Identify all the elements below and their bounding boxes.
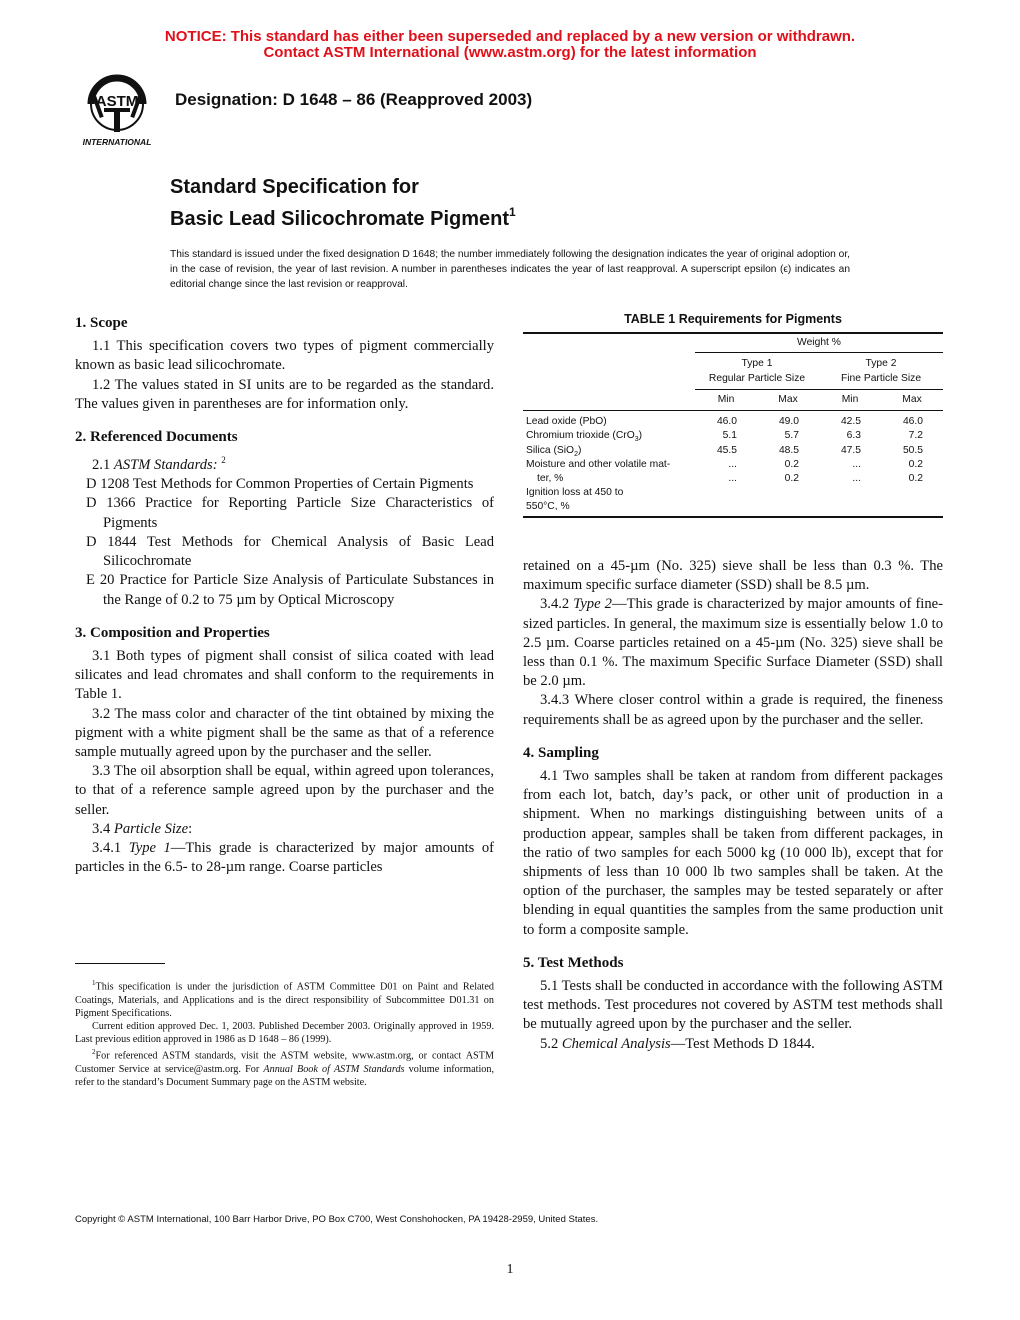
table-cell: 49.0 [778, 416, 799, 427]
para-5-2-text: —Test Methods D 1844. [670, 1035, 815, 1052]
table-cell: 7.2 [908, 430, 923, 441]
table-row-label-text: Chromium trioxide (CrO [526, 430, 635, 441]
table-row-label-cont: 550°C, % [526, 501, 570, 512]
footnote-1-edition: Current edition approved Dec. 1, 2003. Published December 2003. Originally approved in 1959. Last previous edition approved in 1986 as D 1648 – 86 (1999). [75, 1021, 494, 1046]
ref-e20: E 20 Practice for Particle Size Analysis of Particulate Substances in the Range of 0.2 to 75 µm by Optical Microscopy [86, 572, 494, 608]
para-3-4-1 [75, 839, 494, 877]
para-3-3: 3.3 The oil absorption shall be equal, within agreed upon tolerances, to that of a reference sample agreed upon by the purchaser and the seller. [75, 763, 494, 818]
para-5-2 [523, 1035, 943, 1054]
table-type2-subheader: Fine Particle Size [840, 373, 922, 384]
table-cell: 47.5 [840, 445, 861, 456]
table-row-label-end: ) [638, 430, 643, 441]
table-max-header-2: Max [902, 394, 922, 405]
footnote-1-mark: 1 [92, 979, 96, 987]
heading-sampling: 4. Sampling [523, 744, 599, 761]
title-footnote-mark: 1 [509, 205, 516, 219]
table-cell: 46.0 [902, 416, 923, 427]
para-3-4-2-italic: Type 2 [573, 596, 612, 613]
table-row-label: Moisture and other volatile mat- [526, 459, 671, 470]
para-3-2: 3.2 The mass color and character of the tint obtained by mixing the pigment with a white pigment shall be the same as that of a reference sample mutually agreed upon by the purchaser and the seller. [75, 705, 494, 760]
left-column [75, 314, 494, 877]
para-1-2: 1.2 The values stated in SI units are to be regarded as the standard. The values given in parentheses are for information only. [75, 376, 494, 412]
para-4-1: 4.1 Two samples shall be taken at random from different packages from each lot, batch, day’s pack, or other unit of production in a shipment. When no markings distinguishing between units of a production appear, samples shall be taken from different packages, in the ratio of two samples for each 5000 kg (10 000 lb), except that for shipments of less than 10 000 lb two samples shall be taken. At the option of the purchaser, the samples may be tested separately or after blending in equal quantities the samples from the same production unit to form a composite sample. [523, 768, 943, 938]
table-min-header-2: Min [841, 394, 859, 405]
footnote-2-text-a: For referenced ASTM standards, visit the ASTM website, www.astm.org, or contact ASTM Customer Service at service@astm.org. For [75, 1050, 494, 1075]
table-cell: 50.5 [902, 445, 923, 456]
footnote-2 [75, 1046, 494, 1089]
ref-d1208: D 1208 Test Methods for Common Properties of Certain Pigments [86, 476, 474, 493]
title-line-2 [170, 200, 516, 232]
table-top-rule [523, 332, 943, 334]
table-type1-subheader: Regular Particle Size [708, 373, 806, 384]
table-row-label-text: Silica (SiO [526, 445, 575, 456]
para-3-1: 3.1 Both types of pigment shall consist of silica coated with lead silicates and lead chromates and shall conform to the requirements in Table 1. [75, 647, 494, 703]
table-cell: 48.5 [778, 445, 799, 456]
intro-paragraph: This standard is issued under the fixed designation D 1648; the number immediately following the designation indicates the year of original adoption or, in the case of revision, the year of last revision. A number in parentheses indicates the year of last reapproval. A superscript epsilon (ϵ) indicates an editorial change since the last revision or reapproval. [170, 249, 850, 290]
table-row-label-end: ) [577, 445, 582, 456]
footnote-2-italic: Annual Book of ASTM Standards [263, 1064, 405, 1075]
logo-subtext: INTERNATIONAL [82, 137, 152, 147]
para-2-1 [75, 451, 494, 475]
table-cell: ... [852, 459, 861, 470]
table-type1-header: Type 1 [741, 358, 773, 369]
ref-d1844: D 1844 Test Methods for Chemical Analysis of Basic Lead Silicochromate [86, 533, 494, 570]
title-line-1: Standard Specification for [170, 176, 419, 198]
heading-test-methods: 5. Test Methods [523, 954, 624, 971]
heading-composition: 3. Composition and Properties [75, 624, 270, 641]
table-cell: 0.2 [784, 473, 799, 484]
table-cell: 5.1 [722, 430, 737, 441]
footnote-rule [75, 963, 165, 964]
table-max-header-1: Max [778, 394, 798, 405]
table-cell: ... [852, 473, 861, 484]
designation: Designation: D 1648 – 86 (Reapproved 2003) [175, 90, 533, 109]
footnote-2-text-b: volume information, refer to the standard’s Document Summary page on the ASTM website. [75, 1064, 495, 1089]
notice-line-2: Contact ASTM International (www.astm.org) for the latest information [263, 44, 757, 61]
para-3-4-1-text: —This grade is characterized by major amounts of particles in the 6.5- to 28-µm range. Coarse particles [75, 839, 495, 876]
table-header-rule [523, 410, 943, 411]
copyright: Copyright © ASTM International, 100 Barr Harbor Drive, PO Box C700, West Conshohocken, PA 19428-2959, United States. [75, 1214, 599, 1225]
table-bottom-rule [523, 516, 943, 518]
table-row-label: Lead oxide (PbO) [526, 416, 607, 427]
table-row-label-sub: 3 [634, 436, 639, 444]
table-cell: 46.0 [716, 416, 737, 427]
para-3-4-2-text: —This grade is characterized by major amounts of fine-sized particles. In general, the maximum size is essentially below 1.0 to 2.5 µm. Coarse particles retained on a 45-µm (No. 325) sieve shall be less than 0.1 %. The maximum Specific Surface Diameter (SSD) shall be 2.0 µm. [523, 596, 943, 690]
para-3-4-2-num: 3.4.2 [540, 596, 570, 613]
table-row-label-cont: ter, % [537, 473, 564, 484]
footnote-1-text: This specification is under the jurisdiction of ASTM Committee D01 on Paint and Related Coatings, Materials, and Applications and is the direct responsibility of Subcommittee D01.31 on Pigment Specifications. [75, 981, 494, 1019]
heading-scope: 1. Scope [75, 315, 128, 331]
table-cell: 6.3 [846, 430, 861, 441]
table-min-header-1: Min [717, 394, 735, 405]
notice-line-1: NOTICE: This standard has either been superseded and replaced by a new version or withdrawn. [164, 28, 856, 45]
document-title [170, 175, 516, 232]
table-cell: ... [728, 473, 737, 484]
table-row-label [526, 430, 642, 443]
table-row-label [526, 445, 581, 458]
para-3-4-1-num: 3.4.1 [92, 839, 122, 856]
table-cell: ... [728, 459, 737, 470]
heading-referenced-documents: 2. Referenced Documents [75, 429, 238, 446]
para-3-4-num: 3.4 [92, 820, 111, 837]
logo-text: ASTM [95, 93, 139, 110]
table-cell: 42.5 [840, 416, 861, 427]
table-row-label-sub: 2 [574, 451, 578, 459]
table-type2-header: Type 2 [865, 358, 897, 369]
footnote-1 [75, 977, 494, 1020]
table-cell: 0.2 [908, 459, 923, 470]
page-number: 1 [506, 1262, 514, 1277]
table-cell: 0.2 [784, 459, 799, 470]
footnote-2-mark: 2 [92, 1048, 96, 1057]
title-line-2-text: Basic Lead Silicochromate Pigment [170, 208, 509, 230]
para-3-4-italic: Particle Size [113, 820, 189, 837]
table-cell: 5.7 [784, 430, 799, 441]
para-3-4-2 [523, 595, 943, 691]
table-group-rule [695, 352, 943, 353]
table-cell: 0.2 [908, 473, 923, 484]
table-group-header: Weight % [797, 337, 841, 348]
table-caption: TABLE 1 Requirements for Pigments [624, 312, 842, 326]
para-1-1: 1.1 This specification covers two types of pigment commercially known as basic lead silicochromate. [75, 338, 494, 374]
para-5-2-italic: Chemical Analysis [561, 1035, 671, 1052]
astm-logo-icon [74, 74, 160, 148]
ref-d1366: D 1366 Practice for Reporting Particle Size Characteristics of Pigments [86, 495, 494, 531]
table-cell: 45.5 [716, 445, 737, 456]
right-column [523, 557, 943, 1054]
para-5-1: 5.1 Tests shall be conducted in accordance with the following ASTM test methods. Test procedures not covered by ASTM test methods shall be mutually agreed upon by the purchaser and the seller. [523, 978, 943, 1033]
footnotes [75, 977, 494, 1089]
para-3-4 [75, 820, 494, 839]
table-row-label: Ignition loss at 450 to [526, 487, 624, 498]
para-3-4-1-cont: retained on a 45-µm (No. 325) sieve shall be less than 0.3 %. The maximum specific surface diameter (SSD) shall be 8.5 µm. [523, 558, 943, 594]
para-3-4-1-italic: Type 1 [128, 839, 171, 856]
para-5-2-num: 5.2 [540, 1035, 559, 1052]
para-2-1-sup: 2 [221, 455, 226, 466]
para-2-1-num: 2.1 [92, 457, 111, 474]
para-3-4-3: 3.4.3 Where closer control within a grade is required, the fineness requirements shall be as agreed upon by the purchaser and the seller. [523, 692, 943, 728]
astm-logo [74, 74, 160, 148]
table-type-rule [695, 389, 943, 390]
table-1 [523, 312, 943, 522]
para-3-4-tail: : [188, 820, 193, 837]
para-2-1-italic: ASTM Standards: [113, 457, 218, 474]
